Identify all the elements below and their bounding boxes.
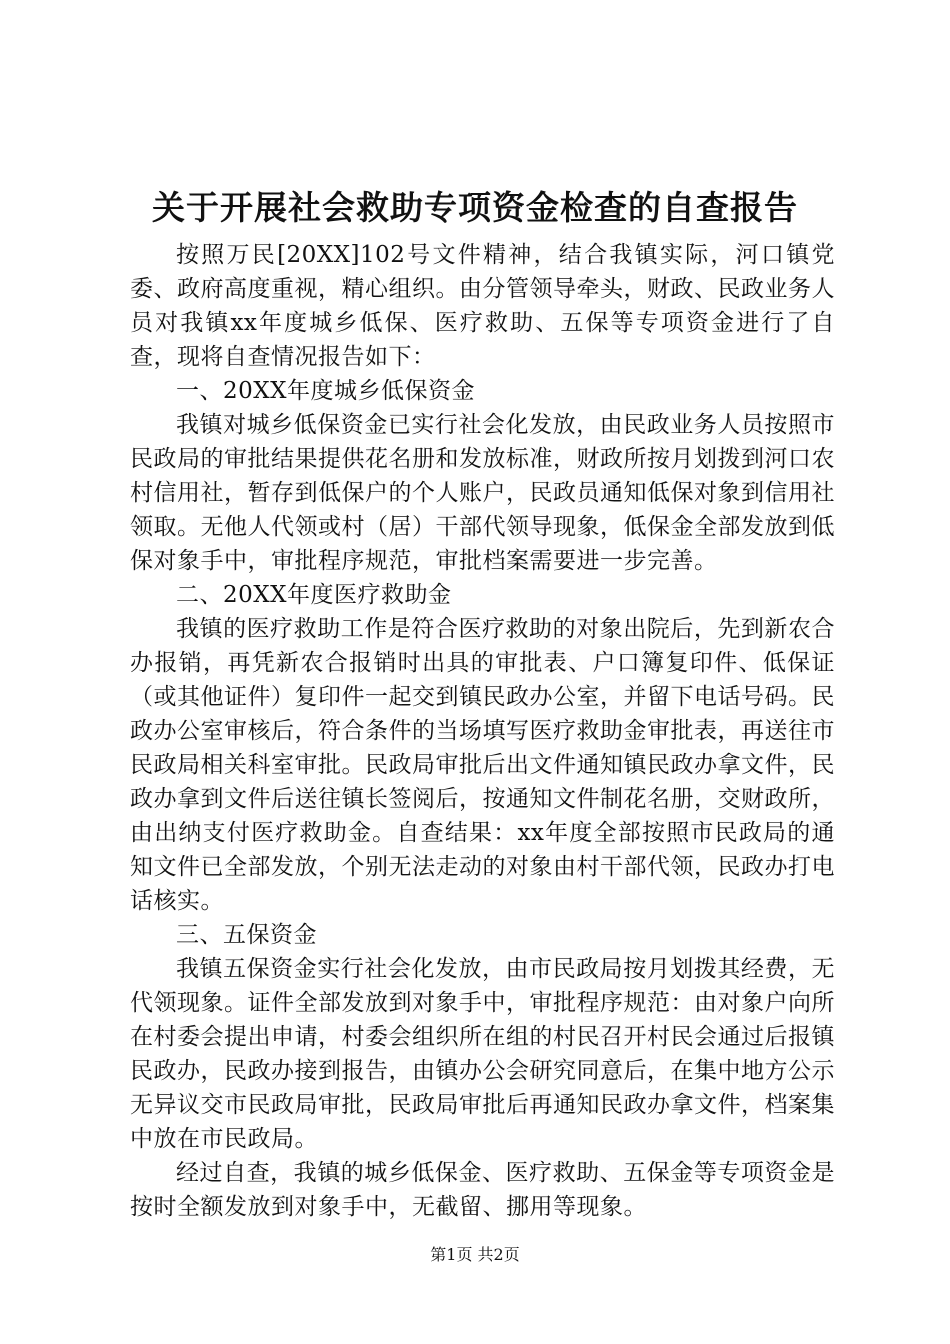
page-number-footer: 第1页 共2页 <box>430 1245 520 1264</box>
paragraph-intro: 按照万民[20XX]102号文件精神，结合我镇实际，河口镇党委、政府高度重视，精心组织。由分管领导牵头，财政、民政业务人员对我镇xx年度城乡低保、医疗救助、五保等专项资金进行了自查，现将自查情况报告如下： <box>130 242 835 370</box>
section-heading-1: 一、20XX年度城乡低保资金 <box>176 378 476 404</box>
document-title: 关于开展社会救助专项资金检查的自查报告 <box>152 188 798 227</box>
paragraph-section-1: 我镇对城乡低保资金已实行社会化发放，由民政业务人员按照市民政局的审批结果提供花名册和发放标准，财政所按月划拨到河口农村信用社，暂存到低保户的个人账户，民政员通知低保对象到信用社领取。无他人代领或村（居）干部代领导现象，低保金全部发放到低保对象手中，审批程序规范，审批档案需要进一步完善。 <box>130 412 835 574</box>
paragraph-conclusion: 经过自查，我镇的城乡低保金、医疗救助、五保金等专项资金是按时全额发放到对象手中，无截留、挪用等现象。 <box>130 1160 835 1220</box>
section-heading-2: 二、20XX年度医疗救助金 <box>176 582 452 608</box>
section-heading-3: 三、五保资金 <box>176 922 317 948</box>
paragraph-section-2: 我镇的医疗救助工作是符合医疗救助的对象出院后，先到新农合办报销，再凭新农合报销时出具的审批表、户口簿复印件、低保证（或其他证件）复印件一起交到镇民政办公室，并留下电话号码。民政办公室审核后，符合条件的当场填写医疗救助金审批表，再送往市民政局相关科室审批。民政局审批后出文件通知镇民政办拿文件，民政办拿到文件后送往镇长签阅后，按通知文件制花名册，交财政所，由出纳支付医疗救助金。自查结果：xx年度全部按照市民政局的通知文件已全部发放，个别无法走动的对象由村干部代领，民政办打电话核实。 <box>130 616 835 914</box>
paragraph-section-3: 我镇五保资金实行社会化发放，由市民政局按月划拨其经费，无代领现象。证件全部发放到对象手中，审批程序规范：由对象户向所在村委会提出申请，村委会组织所在组的村民召开村民会通过后报镇民政办，民政办接到报告，由镇办公会研究同意后，在集中地方公示无异议交市民政局审批，民政局审批后再通知民政办拿文件，档案集中放在市民政局。 <box>130 956 835 1152</box>
document-body <box>130 238 835 1224</box>
